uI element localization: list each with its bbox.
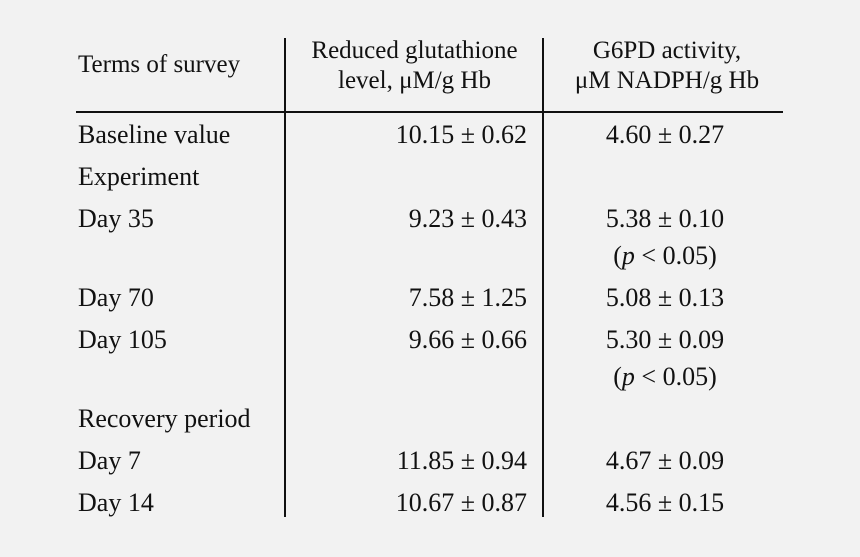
cell-day35-significance: (p < 0.05) bbox=[613, 241, 717, 270]
cell-day35-g6pd: 5.38 ± 0.10 bbox=[605, 204, 725, 233]
cell-day14-g6pd: 4.56 ± 0.15 bbox=[605, 488, 725, 517]
header-terms bbox=[78, 50, 240, 80]
column-divider-2 bbox=[542, 38, 544, 517]
cell-day105-g6pd: 5.30 ± 0.09 bbox=[605, 325, 725, 354]
header-rule bbox=[76, 111, 783, 113]
header-g6pd-line1: G6PD activity, bbox=[592, 37, 742, 64]
row-label-day35: Day 35 bbox=[78, 204, 154, 233]
row-label-day14: Day 14 bbox=[78, 488, 154, 517]
cell-day70-gsh: 7.58 ± 1.25 bbox=[408, 283, 527, 312]
row-label-day70: Day 70 bbox=[78, 283, 154, 312]
cell-day105-gsh: 9.66 ± 0.66 bbox=[408, 325, 527, 354]
cell-baseline-gsh: 10.15 ± 0.62 bbox=[395, 120, 527, 149]
cell-day14-gsh: 10.67 ± 0.87 bbox=[395, 488, 527, 517]
cell-day7-gsh: 11.85 ± 0.94 bbox=[396, 446, 527, 475]
row-label-baseline: Baseline value bbox=[78, 120, 231, 149]
cell-baseline-g6pd: 4.60 ± 0.27 bbox=[605, 120, 725, 149]
header-glutathione bbox=[287, 36, 542, 96]
header-g6pd-line2: μM NADPH/g Hb bbox=[574, 67, 760, 94]
cell-day70-g6pd: 5.08 ± 0.13 bbox=[605, 283, 725, 312]
column-divider-1 bbox=[284, 38, 286, 517]
cell-day7-g6pd: 4.67 ± 0.09 bbox=[605, 446, 725, 475]
header-g6pd bbox=[547, 36, 787, 96]
header-terms-text: Terms of survey bbox=[78, 51, 241, 78]
cell-day105-significance: (p < 0.05) bbox=[613, 362, 717, 391]
section-label-recovery: Recovery period bbox=[78, 404, 251, 433]
section-label-experiment: Experiment bbox=[78, 162, 200, 191]
cell-day35-gsh: 9.23 ± 0.43 bbox=[408, 204, 527, 233]
row-label-day7: Day 7 bbox=[78, 446, 141, 475]
header-glutathione-line1: Reduced glutathione bbox=[311, 37, 518, 64]
row-label-day105: Day 105 bbox=[78, 325, 167, 354]
header-glutathione-line2: level, μM/g Hb bbox=[338, 67, 491, 94]
